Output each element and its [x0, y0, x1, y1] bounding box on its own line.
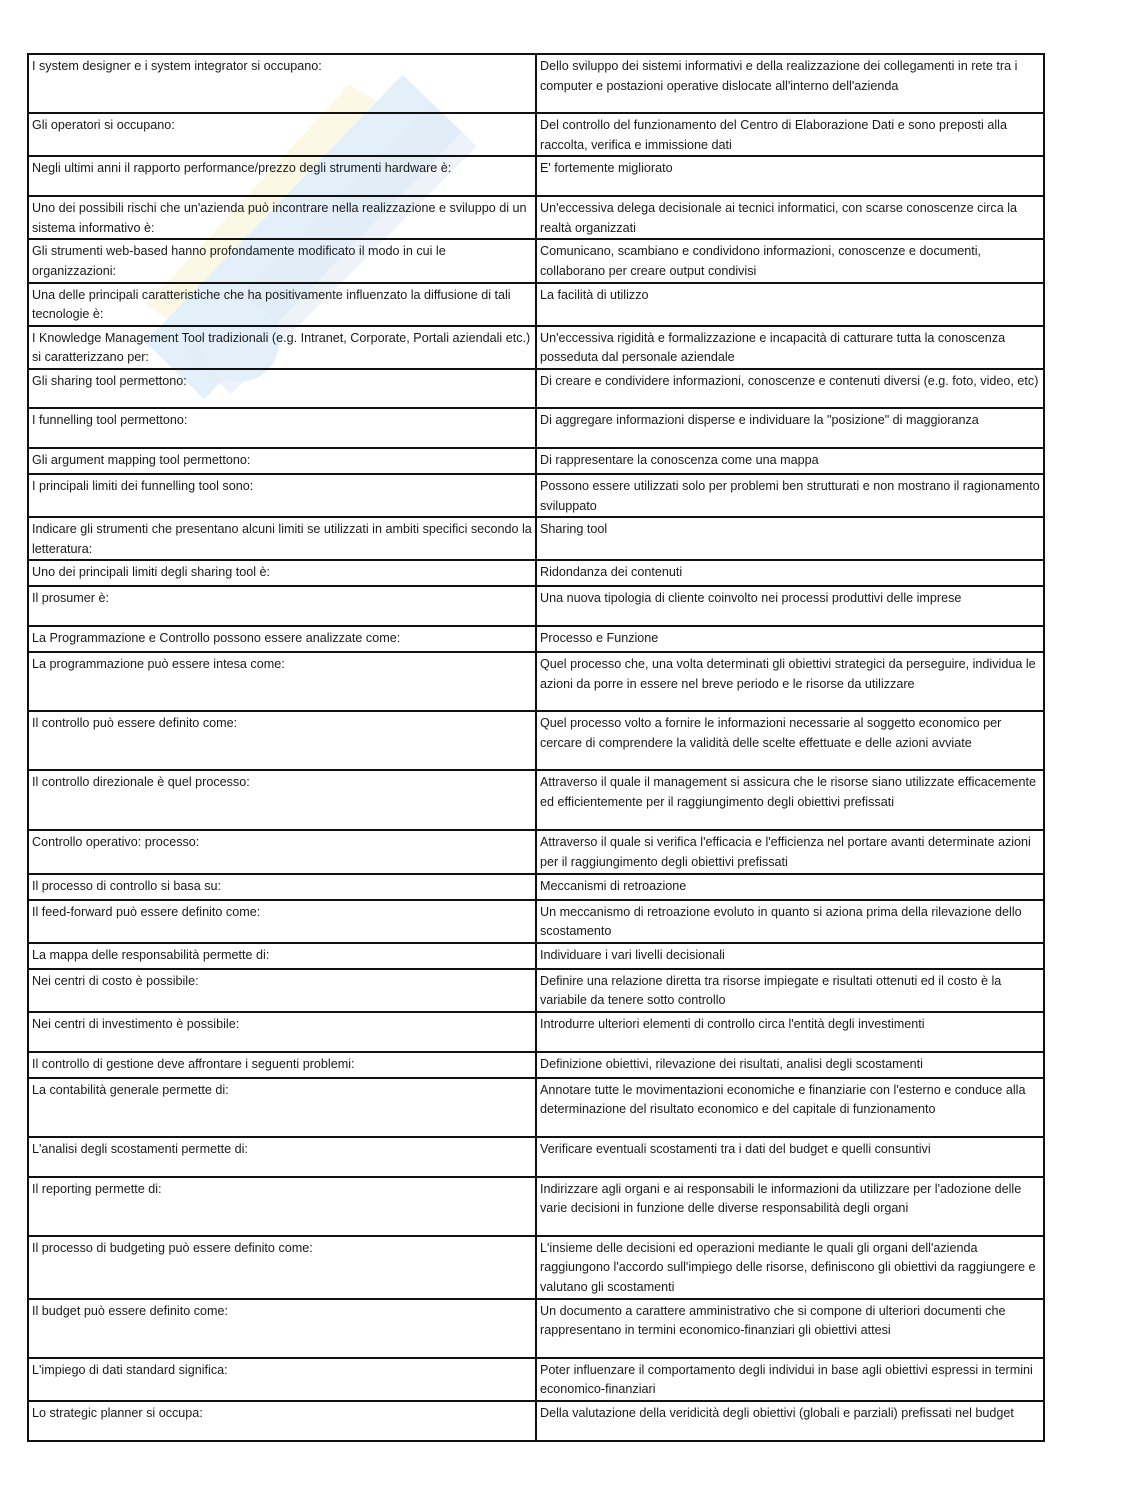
question-cell: La mappa delle responsabilità permette di: [28, 943, 536, 969]
question-cell: La contabilità generale permette di: [28, 1078, 536, 1137]
table-row [28, 517, 1044, 560]
answer-cell: Attraverso il quale il management si assicura che le risorse siano utilizzate efficacemente ed efficientemente per il raggiungimento degli obiettivi prefissati [536, 770, 1044, 830]
question-cell: La Programmazione e Controllo possono essere analizzate come: [28, 626, 536, 652]
question-cell: Gli sharing tool permettono: [28, 369, 536, 408]
question-cell: Il feed-forward può essere definito come: [28, 900, 536, 943]
table-row [28, 1052, 1044, 1078]
question-cell: I Knowledge Management Tool tradizionali (e.g. Intranet, Corporate, Portali aziendali etc.) si caratterizzano per: [28, 326, 536, 369]
answer-cell: Poter influenzare il comportamento degli individui in base agli obiettivi espressi in termini economico-finanziari [536, 1358, 1044, 1401]
answer-cell: Meccanismi di retroazione [536, 874, 1044, 900]
table-row [28, 239, 1044, 282]
question-cell: Negli ultimi anni il rapporto performance/prezzo degli strumenti hardware è: [28, 156, 536, 196]
question-cell: La programmazione può essere intesa come: [28, 652, 536, 711]
answer-cell: Quel processo che, una volta determinati gli obiettivi strategici da perseguire, individua le azioni da porre in essere nel breve periodo e le risorse da utilizzare [536, 652, 1044, 711]
question-cell: I funnelling tool permettono: [28, 408, 536, 448]
question-cell: I principali limiti dei funnelling tool sono: [28, 474, 536, 517]
table-row [28, 1401, 1044, 1441]
answer-cell: La facilità di utilizzo [536, 283, 1044, 326]
table-row [28, 943, 1044, 969]
table-row [28, 652, 1044, 711]
answer-cell: Di aggregare informazioni disperse e individuare la "posizione" di maggioranza [536, 408, 1044, 448]
answer-cell: Definire una relazione diretta tra risorse impiegate e risultati ottenuti ed il costo è la variabile da tenere sotto controllo [536, 969, 1044, 1012]
answer-cell: Della valutazione della veridicità degli obiettivi (globali e parziali) prefissati nel budget [536, 1401, 1044, 1441]
table-row [28, 196, 1044, 239]
table-row [28, 770, 1044, 830]
answer-cell: Processo e Funzione [536, 626, 1044, 652]
table-row [28, 586, 1044, 626]
answer-cell: Sharing tool [536, 517, 1044, 560]
question-cell: Gli operatori si occupano: [28, 113, 536, 156]
answer-cell: Un meccanismo di retroazione evoluto in quanto si aziona prima della rilevazione dello scostamento [536, 900, 1044, 943]
table-row [28, 1078, 1044, 1137]
qa-table-body [28, 54, 1044, 1441]
question-cell: Lo strategic planner si occupa: [28, 1401, 536, 1441]
answer-cell: Indirizzare agli organi e ai responsabili le informazioni da utilizzare per l'adozione delle varie decisioni in funzione delle diverse responsabilità degli organi [536, 1177, 1044, 1236]
table-row [28, 113, 1044, 156]
table-row [28, 1236, 1044, 1299]
answer-cell: Ridondanza dei contenuti [536, 560, 1044, 586]
table-row [28, 1137, 1044, 1177]
answer-cell: E' fortemente migliorato [536, 156, 1044, 196]
table-row [28, 560, 1044, 586]
answer-cell: Dello sviluppo dei sistemi informativi e della realizzazione dei collegamenti in rete tra i computer e postazioni operative dislocate all'interno dell'azienda [536, 54, 1044, 113]
question-cell: Il controllo direzionale è quel processo: [28, 770, 536, 830]
question-cell: Uno dei possibili rischi che un'azienda può incontrare nella realizzazione e sviluppo di un sistema informativo è: [28, 196, 536, 239]
table-row [28, 448, 1044, 474]
answer-cell: Quel processo volto a fornire le informazioni necessarie al soggetto economico per cercare di comprendere la validità delle scelte effettuate e delle azioni avviate [536, 711, 1044, 770]
answer-cell: Annotare tutte le movimentazioni economiche e finanziarie con l'esterno e conduce alla determinazione del risultato economico e del capitale di funzionamento [536, 1078, 1044, 1137]
qa-table [27, 53, 1045, 1442]
answer-cell: L'insieme delle decisioni ed operazioni mediante le quali gli organi dell'azienda raggiungono l'accordo sull'impiego delle risorse, definiscono gli obiettivi da raggiungere e valutano gli scostamenti [536, 1236, 1044, 1299]
question-cell: L'analisi degli scostamenti permette di: [28, 1137, 536, 1177]
question-cell: Il controllo di gestione deve affrontare i seguenti problemi: [28, 1052, 536, 1078]
table-row [28, 54, 1044, 113]
table-row [28, 874, 1044, 900]
table-row [28, 369, 1044, 408]
answer-cell: Verificare eventuali scostamenti tra i dati del budget e quelli consuntivi [536, 1137, 1044, 1177]
question-cell: Gli strumenti web-based hanno profondamente modificato il modo in cui le organizzazioni: [28, 239, 536, 282]
question-cell: Il budget può essere definito come: [28, 1299, 536, 1358]
table-row [28, 408, 1044, 448]
answer-cell: Comunicano, scambiano e condividono informazioni, conoscenze e documenti, collaborano per creare output condivisi [536, 239, 1044, 282]
table-row [28, 830, 1044, 873]
question-cell: Nei centri di investimento è possibile: [28, 1012, 536, 1052]
answer-cell: Individuare i vari livelli decisionali [536, 943, 1044, 969]
table-row [28, 900, 1044, 943]
table-row [28, 1299, 1044, 1358]
answer-cell: Un'eccessiva rigidità e formalizzazione e incapacità di catturare tutta la conoscenza posseduta dal personale aziendale [536, 326, 1044, 369]
answer-cell: Una nuova tipologia di cliente coinvolto nei processi produttivi delle imprese [536, 586, 1044, 626]
answer-cell: Possono essere utilizzati solo per problemi ben strutturati e non mostrano il ragionamento sviluppato [536, 474, 1044, 517]
question-cell: Il processo di controllo si basa su: [28, 874, 536, 900]
table-row [28, 156, 1044, 196]
question-cell: Il prosumer è: [28, 586, 536, 626]
table-row [28, 1358, 1044, 1401]
question-cell: Uno dei principali limiti degli sharing tool è: [28, 560, 536, 586]
table-row [28, 474, 1044, 517]
answer-cell: Definizione obiettivi, rilevazione dei risultati, analisi degli scostamenti [536, 1052, 1044, 1078]
question-cell: Il controllo può essere definito come: [28, 711, 536, 770]
question-cell: L'impiego di dati standard significa: [28, 1358, 536, 1401]
table-row [28, 1177, 1044, 1236]
answer-cell: Attraverso il quale si verifica l'efficacia e l'efficienza nel portare avanti determinate azioni per il raggiungimento degli obiettivi prefissati [536, 830, 1044, 873]
table-row [28, 283, 1044, 326]
table-row [28, 326, 1044, 369]
question-cell: I system designer e i system integrator si occupano: [28, 54, 536, 113]
question-cell: Controllo operativo: processo: [28, 830, 536, 873]
table-row [28, 1012, 1044, 1052]
table-row [28, 969, 1044, 1012]
question-cell: Gli argument mapping tool permettono: [28, 448, 536, 474]
answer-cell: Un'eccessiva delega decisionale ai tecnici informatici, con scarse conoscenze circa la realtà organizzati [536, 196, 1044, 239]
answer-cell: Del controllo del funzionamento del Centro di Elaborazione Dati e sono preposti alla raccolta, verifica e immissione dati [536, 113, 1044, 156]
question-cell: Indicare gli strumenti che presentano alcuni limiti se utilizzati in ambiti specifici secondo la letteratura: [28, 517, 536, 560]
answer-cell: Un documento a carattere amministrativo che si compone di ulteriori documenti che rappresentano in termini economico-finanziari gli obiettivi attesi [536, 1299, 1044, 1358]
question-cell: Nei centri di costo è possibile: [28, 969, 536, 1012]
table-row [28, 626, 1044, 652]
answer-cell: Introdurre ulteriori elementi di controllo circa l'entità degli investimenti [536, 1012, 1044, 1052]
question-cell: Una delle principali caratteristiche che ha positivamente influenzato la diffusione di tali tecnologie è: [28, 283, 536, 326]
answer-cell: Di rappresentare la conoscenza come una mappa [536, 448, 1044, 474]
question-cell: Il processo di budgeting può essere definito come: [28, 1236, 536, 1299]
table-row [28, 711, 1044, 770]
answer-cell: Di creare e condividere informazioni, conoscenze e contenuti diversi (e.g. foto, video, etc) [536, 369, 1044, 408]
question-cell: Il reporting permette di: [28, 1177, 536, 1236]
